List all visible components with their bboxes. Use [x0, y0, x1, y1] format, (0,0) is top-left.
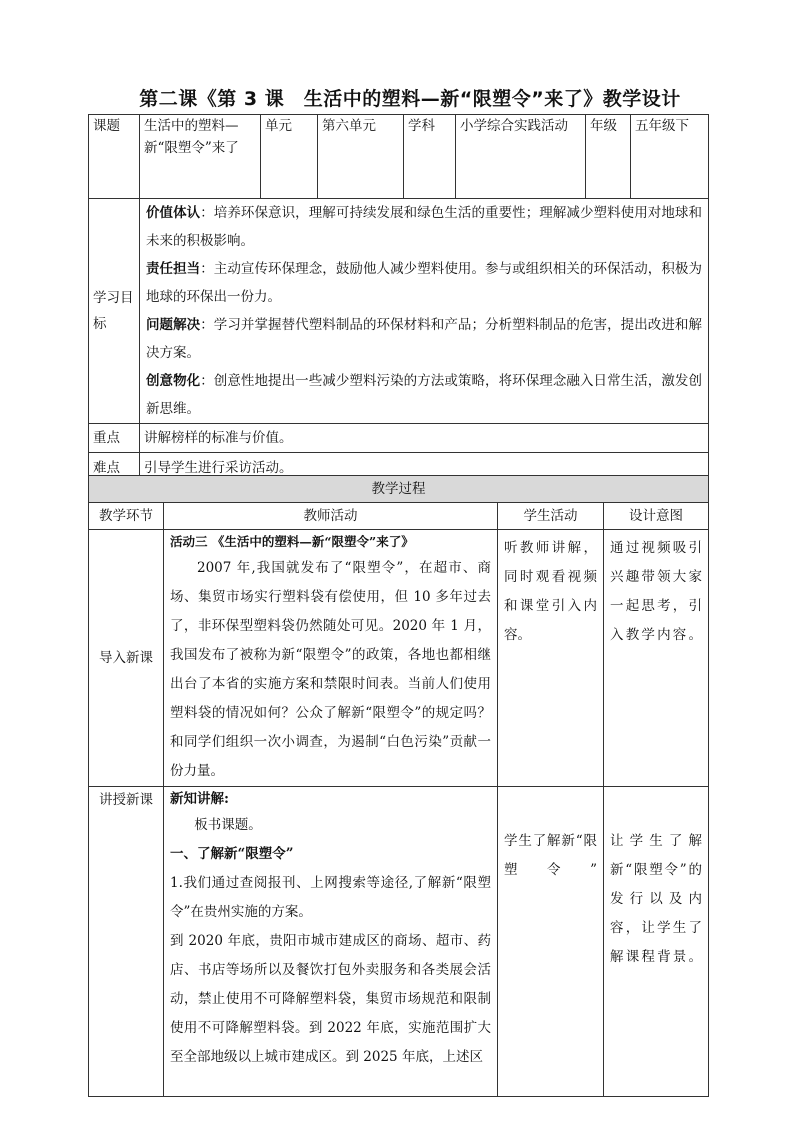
- goal-item: [146, 199, 702, 255]
- goal-item: [146, 367, 702, 423]
- goal-head: 问题解决: [146, 317, 201, 333]
- intro-paragraph: 2007 年,我国就发布了“限塑令”，在超市、商场、集贸市场实行塑料袋有偿使用，但 10 多年过去了，非环保型塑料袋仍然随处可见。2020 年 1 月，我国发布了被称为新“限塑令”的政策，各地也都相继出台了本省的实施方案和禁限时间表。当前人们使用塑料袋的情况如何？公众了解新“限塑令”的规定吗？和同学们组织一次小调查，为遏制“白色污染”贡献一份力量。: [170, 560, 491, 779]
- board-note: 板书课题。: [194, 817, 262, 833]
- subject-label: 学科: [404, 115, 456, 199]
- key-point-label: 重点: [89, 424, 140, 453]
- teaching-process-table: [88, 475, 709, 1097]
- goal-head: 创意物化: [146, 373, 201, 389]
- key-point-value: 讲解榜样的标准与价值。: [140, 424, 709, 453]
- student-activity-intro: 听教师讲解，同时观看视频和课堂引入内容。: [498, 530, 604, 787]
- stage-intro: 导入新课: [89, 530, 164, 787]
- col-stage: 教学环节: [89, 503, 164, 530]
- goal-item: [146, 311, 702, 367]
- student-activity-new-lesson: 学生了解新“限塑令”: [498, 787, 604, 1097]
- unit-value: 第六单元: [318, 115, 404, 199]
- section-head: 新知讲解:: [170, 791, 229, 807]
- grade-label: 年级: [586, 115, 631, 199]
- teacher-activity-new-lesson: [164, 787, 498, 1097]
- paragraph-1: 1.我们通过查阅报刊、上网搜索等途径,了解新“限塑令”在贵州实施的方案。: [170, 875, 491, 920]
- unit-label: 单元: [261, 115, 318, 199]
- topic-value: 生活中的塑料—新“限塑令”来了: [140, 115, 261, 199]
- col-student: 学生活动: [498, 503, 604, 530]
- goals-label: 学习目标: [89, 199, 140, 424]
- goal-head: 责任担当: [146, 261, 201, 277]
- topic-label: 课题: [89, 115, 140, 199]
- sub-heading: 一、了解新“限塑令”: [170, 846, 294, 862]
- goal-text: ：创意性地提出一些减少塑料污染的方法或策略，将环保理念融入日常生活，激发创新思维。: [146, 373, 702, 417]
- teacher-activity-intro: [164, 530, 498, 787]
- goals-content: [140, 199, 709, 424]
- difficulty-value: 引导学生进行采访活动。: [140, 453, 709, 483]
- subject-value: 小学综合实践活动: [456, 115, 586, 199]
- design-intent-intro: 通过视频吸引兴趣带领大家一起思考，引入教学内容。: [604, 530, 709, 787]
- process-heading: 教学过程: [89, 476, 709, 503]
- difficulty-label: 难点: [89, 453, 140, 483]
- design-intent-new-lesson: 让学生了解新“限塑令”的发行以及内容，让学生了解课程背景。: [604, 787, 709, 1097]
- grade-value: 五年级下: [631, 115, 709, 199]
- col-intent: 设计意图: [604, 503, 709, 530]
- document-title: 第二课《第 3 课 生活中的塑料—新“限塑令”来了》教学设计: [139, 88, 681, 110]
- goal-text: ：学习并掌握替代塑料制品的环保材料和产品；分析塑料制品的危害，提出改进和解决方案。: [146, 317, 702, 361]
- col-teacher: 教师活动: [164, 503, 498, 530]
- goal-item: [146, 255, 702, 311]
- activity-title: 活动三 《生活中的塑料—新“限塑令”来了》: [170, 534, 414, 549]
- goal-text: ：培养环保意识，理解可持续发展和绿色生活的重要性；理解减少塑料使用对地球和未来的积极影响。: [146, 205, 702, 249]
- paragraph-2: 到 2020 年底，贵阳市城市建成区的商场、超市、药店、书店等场所以及餐饮打包外卖服务和各类展会活动，禁止使用不可降解塑料袋，集贸市场规范和限制使用不可降解塑料袋。到 2022 年底，实施范围扩大至全部地级以上城市建成区。到 2025 年底，上述区: [170, 933, 491, 1065]
- goal-head: 价值体认: [146, 205, 201, 221]
- stage-new-lesson: 讲授新课: [89, 787, 164, 1097]
- goal-text: ：主动宣传环保理念，鼓励他人减少塑料使用。参与或组织相关的环保活动，积极为地球的环保出一份力。: [146, 261, 702, 305]
- lesson-info-table: [88, 114, 709, 483]
